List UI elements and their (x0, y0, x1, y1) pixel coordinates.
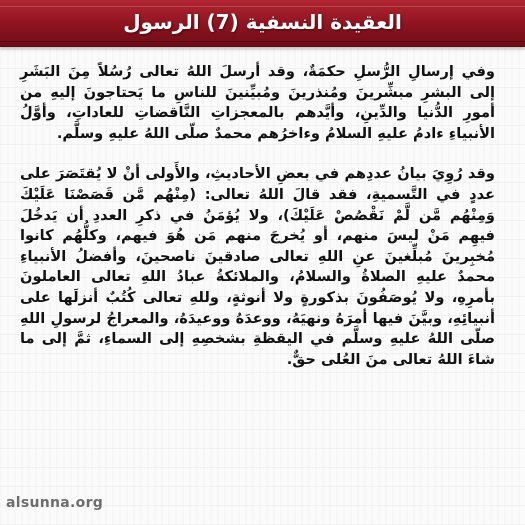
paragraph-prophets-number: وقد رُوِيَ بيانُ عددِهم في بعضِ الأحاديثِ، والأَولى أنْ لا يُقتَصَرَ على عددٍ في التَّسميةِ، فقد قالَ اللهُ تعالى: (مِنْهُم مَّن قَصَصْنَا عَلَيْكَ وَمِنْهُم مَّن لَّمْ نَقْصُصْ عَلَيْكَ)، ولا يُؤمَنُ في ذكرِ العددِ أن يَدخُلَ فيهِم مَنْ ليسَ منهم، أو يُخرجَ منهم مَن هُوَ فيهم، وكلُّهُم كانوا مُخبِرينَ مُبلِّغينَ عنِ اللهِ تعالى صادقينَ ناصحينَ، وأفضلُ الأنبياءِ محمدٌ عليهِ الصلاةُ والسلامُ، والملائكةُ عبادُ اللهِ تعالى العاملونَ بأمرِهِ، ولا يُوصَفُونَ بذكورةٍ ولا أنوثةٍ، وللهِ تعالى كُتُبٌ أنزلَها على أنبيائِهِ، وبيَّنَ فيها أمرَهُ ونهيَهُ، ووعدَهُ ووعيدَهُ، والمعراجُ لرسولِ اللهِ صلّى اللهُ عليهِ وسلَّم في اليقظةِ بشخصِهِ إلى السماءِ، ثمَّ إلى ما شاءَ اللهُ تعالى منَ العُلى حقٌّ. (20, 165, 495, 368)
article-body (20, 62, 495, 370)
page-title: العقيدة النسفية (7) الرسول (123, 10, 402, 34)
site-watermark: alsunna.org (6, 495, 104, 511)
title-banner (0, 0, 525, 47)
paragraph-prophets-sending: وفي إرسالِ الرُّسلِ حكمَةٌ، وقد أرسلَ اللهُ تعالى رُسُلاً مِنَ البَشَرِ إلى البشرِ مبشِّرينَ ومُنذرينَ ومُبيِّنينَ للناسِ ما يَحتاجونَ إليهِ من أمورِ الدُّنيا والدِّينِ، وأيَّدهم بالمعجزاتِ النَّاقضاتِ للعاداتِ، وأوَّلُ الأنبياءِ ءادمُ عليهِ السلامُ وءاخرُهم محمدٌ صلّى اللهُ عليهِ وسلَّم. (20, 63, 495, 142)
